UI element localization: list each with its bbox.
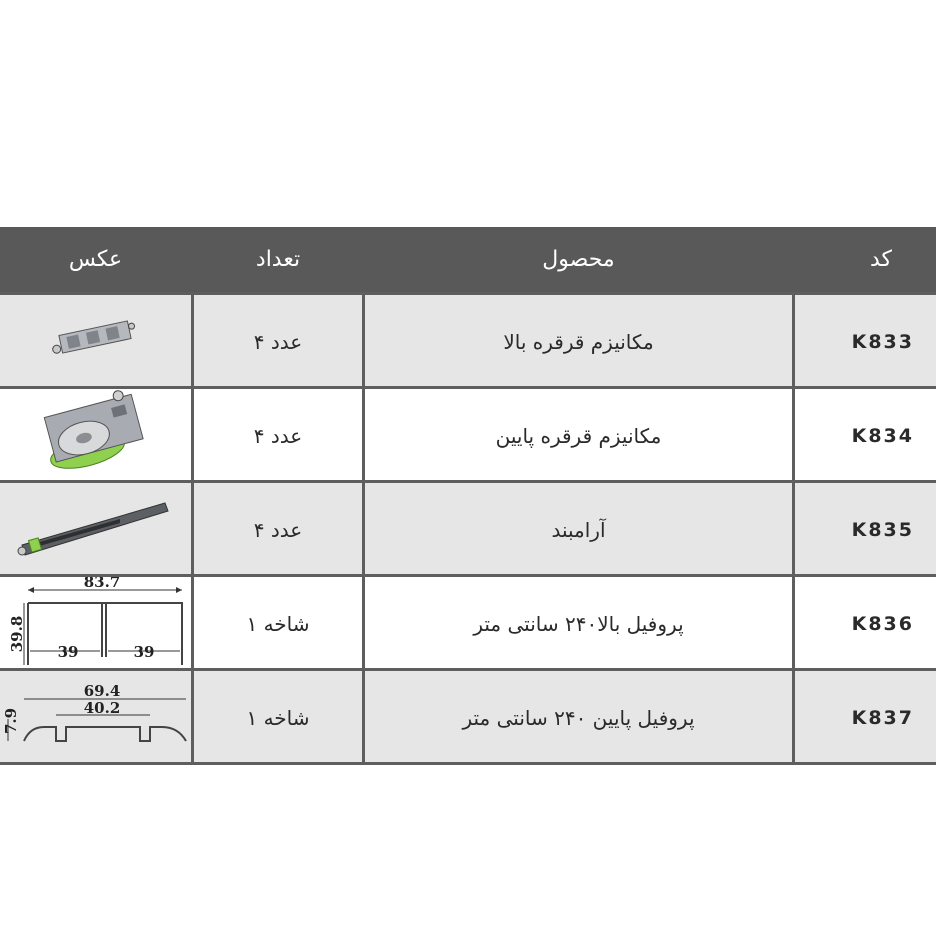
bottom-roller-icon (0, 389, 191, 483)
product-cell: مکانیزم قرقره پایین (495, 424, 662, 448)
damper-icon (0, 483, 191, 577)
header-quantity: تعداد (255, 247, 301, 272)
dim-top-width: 83.7 (83, 577, 121, 591)
product-cell: پروفیل پایین ۲۴۰ سانتی متر (462, 706, 695, 730)
quantity-cell: ۴ عدد (253, 518, 303, 542)
code-cell: K834 (851, 425, 914, 447)
image-cell (0, 483, 191, 577)
divider (0, 386, 936, 389)
bottom-profile-drawing (0, 671, 191, 765)
divider (0, 292, 936, 295)
quantity-cell: ۱ شاخه (246, 706, 310, 730)
table-header (0, 227, 936, 292)
product-cell: آرامبند (551, 518, 606, 542)
table-row (0, 295, 936, 389)
dim-bottom-height: 7.9 (2, 707, 20, 735)
dim-bottom-inner: 40.2 (83, 699, 121, 717)
top-roller-icon (0, 295, 191, 389)
quantity-cell: ۴ عدد (253, 424, 303, 448)
quantity-cell: ۴ عدد (253, 330, 303, 354)
divider (0, 574, 936, 577)
header-product: محصول (542, 247, 615, 272)
table-row (0, 389, 936, 483)
top-profile-drawing (0, 577, 191, 671)
product-cell: پروفیل بالا۲۴۰ سانتی متر (473, 612, 684, 636)
quantity-cell: ۱ شاخه (246, 612, 310, 636)
code-cell: K836 (851, 613, 914, 635)
image-cell (0, 295, 191, 389)
table-row (0, 483, 936, 577)
divider (792, 292, 795, 764)
header-image: عکس (68, 247, 123, 272)
code-cell: K833 (851, 331, 914, 353)
divider (0, 668, 936, 671)
dim-top-left: 39 (57, 643, 79, 661)
image-cell (0, 671, 191, 765)
code-cell: K837 (851, 707, 914, 729)
table-row (0, 577, 936, 671)
code-cell: K835 (851, 519, 914, 541)
dim-top-right: 39 (133, 643, 155, 661)
product-table (0, 227, 936, 764)
table-row (0, 671, 936, 765)
divider (0, 762, 936, 765)
dim-top-height: 39.8 (8, 615, 26, 653)
dim-bottom-outer: 69.4 (83, 682, 121, 700)
header-code: کد (869, 247, 892, 272)
divider (362, 292, 365, 764)
image-cell (0, 577, 191, 671)
image-cell (0, 389, 191, 483)
divider (191, 292, 194, 764)
divider (0, 480, 936, 483)
product-cell: مکانیزم قرقره بالا (503, 330, 654, 354)
